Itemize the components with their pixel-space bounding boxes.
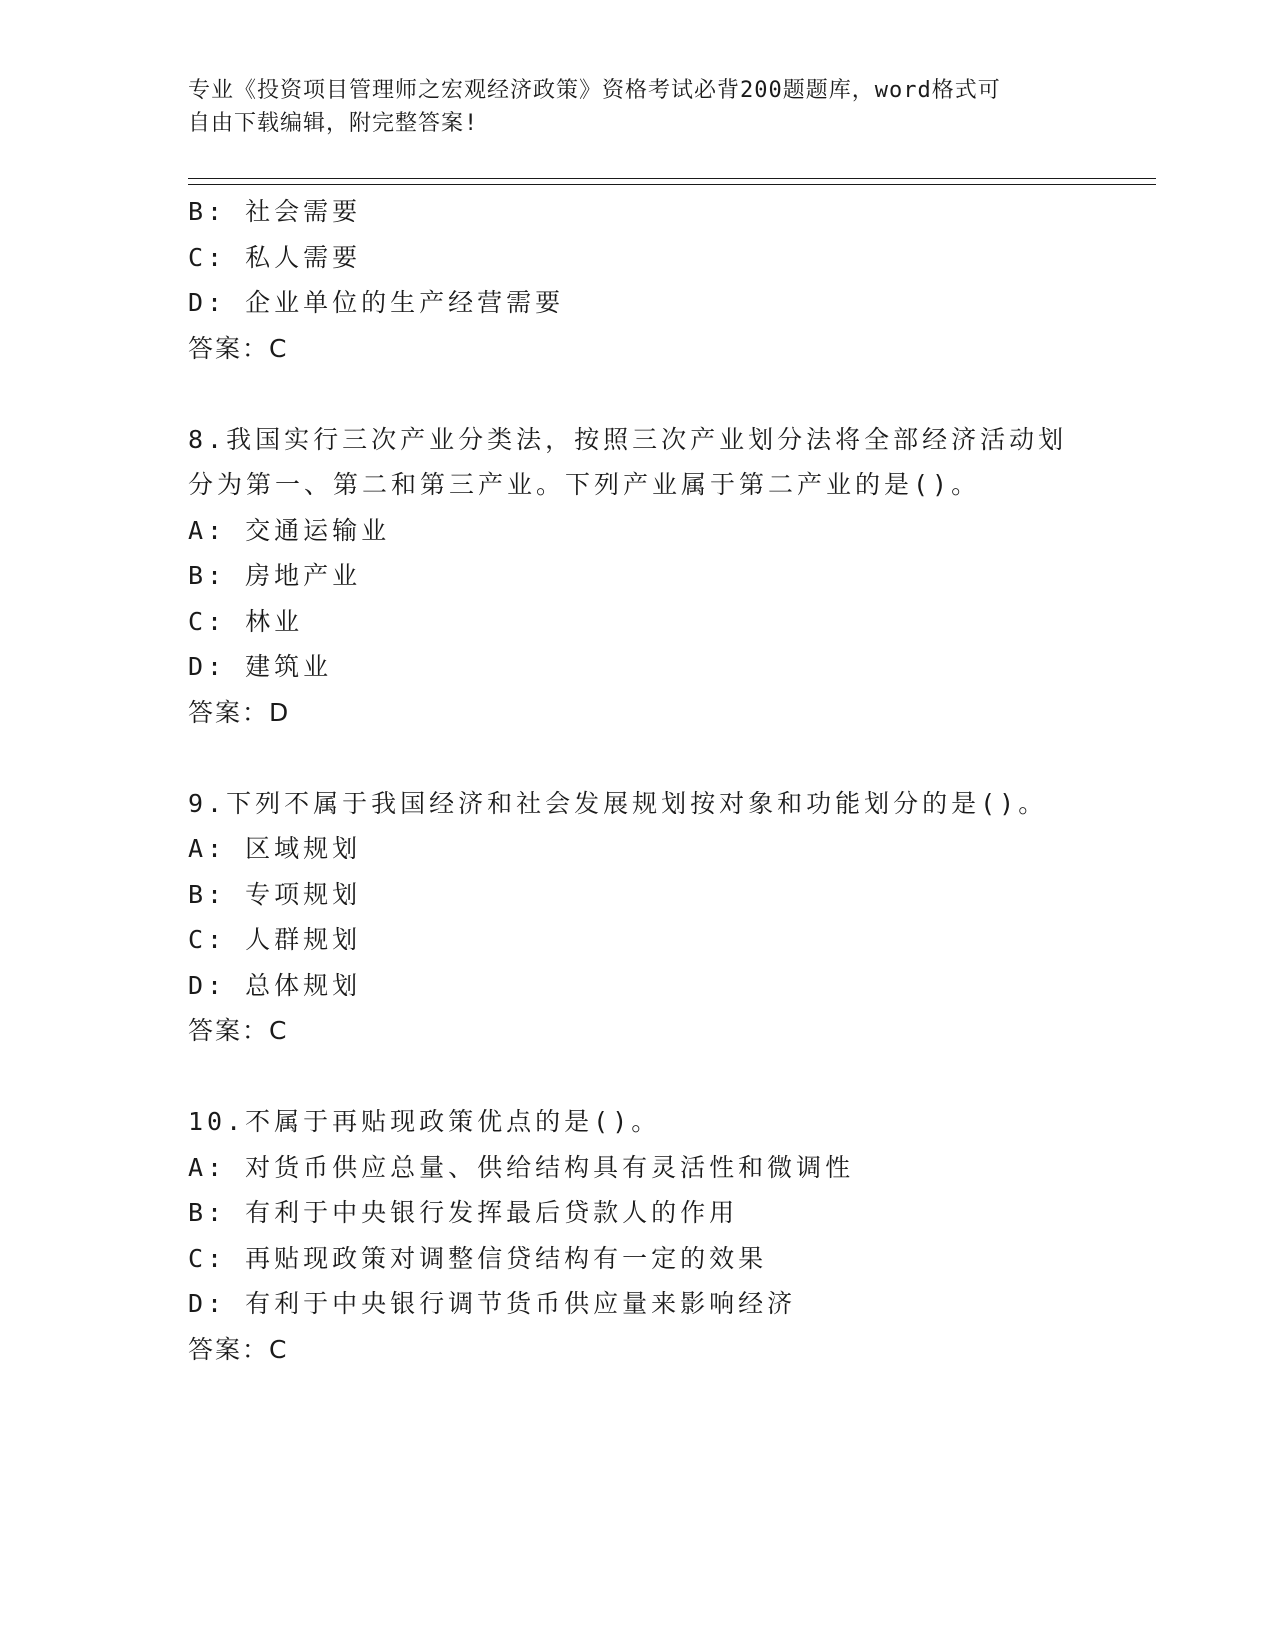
option-c: C: 林业 bbox=[188, 606, 304, 636]
option-a: A: 交通运输业 bbox=[188, 515, 391, 545]
option-c: C: 人群规划 bbox=[188, 925, 362, 954]
question-stem-line-1: 8.我国实行三次产业分类法，按照三次产业划分法将全部经济活动划 bbox=[188, 424, 1068, 454]
option-d: D: 建筑业 bbox=[188, 652, 333, 681]
question-10 bbox=[188, 1099, 1088, 1372]
header-double-rule bbox=[188, 178, 1156, 185]
option-c: C: 私人需要 bbox=[188, 242, 362, 272]
question-list bbox=[188, 189, 1088, 1372]
question-stem-line-1: 10.不属于再贴现政策优点的是()。 bbox=[188, 1107, 661, 1136]
question-spacer bbox=[188, 1054, 1088, 1100]
question-stem-line-2: 分为第一、第二和第三产业。下列产业属于第二产业的是()。 bbox=[188, 470, 981, 499]
question-7-partial bbox=[188, 189, 1088, 371]
question-spacer bbox=[188, 735, 1088, 781]
answer-line: 答案：C bbox=[188, 1016, 289, 1045]
header-title-line-2: 自由下载编辑，附完整答案! bbox=[188, 111, 479, 136]
option-d: D: 企业单位的生产经营需要 bbox=[188, 288, 565, 317]
question-8 bbox=[188, 417, 1088, 736]
question-9 bbox=[188, 781, 1088, 1054]
option-b: B: 房地产业 bbox=[188, 561, 362, 590]
option-a: A: 对货币供应总量、供给结构具有灵活性和微调性 bbox=[188, 1152, 855, 1182]
option-b: B: 有利于中央银行发挥最后贷款人的作用 bbox=[188, 1198, 739, 1227]
option-c: C: 再贴现政策对调整信贷结构有一定的效果 bbox=[188, 1243, 768, 1273]
header-title-line-1: 专业《投资项目管理师之宏观经济政策》资格考试必背200题题库，word格式可 bbox=[188, 78, 1001, 103]
document-header bbox=[188, 74, 1088, 140]
option-b: B: 专项规划 bbox=[188, 879, 362, 909]
option-b: B: 社会需要 bbox=[188, 197, 362, 226]
question-stem-line-1: 9.下列不属于我国经济和社会发展规划按对象和功能划分的是()。 bbox=[188, 788, 1048, 818]
option-d: D: 总体规划 bbox=[188, 970, 362, 1000]
answer-line: 答案：D bbox=[188, 697, 291, 727]
option-a: A: 区域规划 bbox=[188, 834, 362, 863]
option-d: D: 有利于中央银行调节货币供应量来影响经济 bbox=[188, 1289, 797, 1318]
answer-line: 答案：C bbox=[188, 333, 289, 363]
question-spacer bbox=[188, 371, 1088, 417]
answer-line: 答案：C bbox=[188, 1334, 289, 1364]
